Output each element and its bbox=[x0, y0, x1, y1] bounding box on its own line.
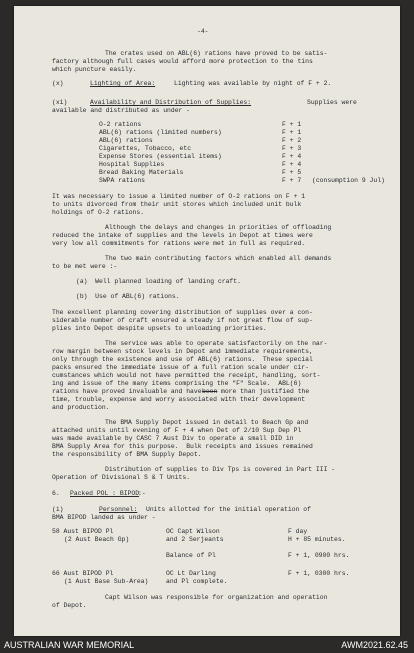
paragraph-line: and production. bbox=[52, 404, 110, 411]
supply-item: Hospital Supplies bbox=[99, 161, 165, 168]
supply-day: F + 3 bbox=[282, 145, 302, 152]
paragraph-line: Distribution of supplies to Div Tps is covered in Part III - bbox=[105, 466, 336, 473]
paragraph-line: The service was able to operate satisfactorily on the nar- bbox=[105, 340, 328, 347]
unit-time: F + 1, 0900 hrs. bbox=[288, 552, 350, 559]
section-heading: Packed POL : BIPOD bbox=[70, 490, 140, 497]
paragraph-line: Supplies were bbox=[307, 99, 357, 106]
supply-item: ABL(6) rations bbox=[99, 137, 153, 144]
paragraph-line: was made available by CASC 7 Aust Div to operate a small DID in bbox=[52, 435, 294, 442]
paragraph-line: plies into Depot despite upsets to unloading priorities. bbox=[52, 325, 267, 332]
unit-time: H + 85 minutes. bbox=[288, 536, 346, 543]
archive-reference: AWM2021.62.45 bbox=[341, 640, 408, 650]
paragraph-line: Operation of Divisional S & T Units. bbox=[52, 474, 191, 481]
section-heading: Lighting of Area: bbox=[90, 80, 156, 87]
paragraph-line: only through the existence and use of ABL(6) rations. These special bbox=[52, 356, 313, 363]
unit-time: F day bbox=[288, 528, 308, 535]
unit-name: 58 Aust BIPOD Pl bbox=[52, 528, 114, 535]
supply-note: (consumption 9 Jul) bbox=[312, 177, 385, 184]
paragraph-line: time, trouble, expense and worry associated with their development bbox=[52, 396, 306, 403]
archive-footer bbox=[0, 637, 414, 653]
supply-day: F + 4 bbox=[282, 153, 302, 160]
unit-time: F + 1, 0300 hrs. bbox=[288, 570, 350, 577]
list-item: (b) Use of ABL(6) rations. bbox=[76, 293, 180, 300]
paragraph-line: Although the delays and changes in priorities of offloading bbox=[105, 224, 332, 231]
paragraph-line: Lighting was available by night of F + 2. bbox=[174, 80, 332, 87]
paragraph-line: cumstances which would not have permitted the receipt, handling, sort- bbox=[52, 372, 321, 379]
unit-personnel: Balance of Pl bbox=[166, 552, 216, 559]
unit-personnel: and Pl complete. bbox=[166, 578, 228, 585]
paragraph-line: Capt Wilson was responsible for organization and operation bbox=[105, 594, 328, 601]
paragraph-line: attached units until evening of F + 4 when Det of 2/10 Sup Dep Pl bbox=[52, 427, 302, 434]
unit-sub: (1 Aust Base Sub-Area) bbox=[64, 578, 149, 585]
supply-item: O-2 rations bbox=[99, 121, 142, 128]
supply-day: F + 1 bbox=[282, 121, 302, 128]
paragraph-line: It was necessary to issue a limited number of O-2 rations on F + 1 bbox=[52, 193, 306, 200]
page-number: -4- bbox=[197, 28, 209, 35]
unit-personnel: and 2 Serjeants bbox=[166, 536, 224, 543]
section-number: (xi) bbox=[52, 99, 68, 106]
document-page bbox=[14, 6, 400, 636]
unit-personnel: OC Capt Wilson bbox=[166, 528, 220, 535]
paragraph-line: holdings of O-2 rations. bbox=[52, 209, 145, 216]
supply-day: F + 7 bbox=[282, 177, 302, 184]
supply-item: Expense Stores (essential items) bbox=[99, 153, 222, 160]
paragraph-line: reduced the intake of supplies and the levels in Depot at times were bbox=[52, 232, 313, 239]
paragraph-line: factory although full cases would afford more protection to the tins bbox=[52, 58, 313, 65]
supply-item: Cigarettes, Tobacco, etc bbox=[99, 145, 192, 152]
paragraph-line: The excellent planning covering distribution of supplies over a con- bbox=[52, 309, 313, 316]
supply-item: Bread Baking Materials bbox=[99, 169, 184, 176]
section-heading: Personnel: bbox=[99, 506, 138, 513]
unit-personnel: OC Lt Darling bbox=[166, 570, 216, 577]
section-heading-suffix: :- bbox=[138, 490, 146, 497]
list-item: (a) Well planned loading of landing craft. bbox=[76, 278, 241, 285]
paragraph-line: siderable number of craft ensured a steady if not great flow of sup- bbox=[52, 317, 313, 324]
paragraph-line: BMA Supply Area for this purpose. Bulk receipts and issues remained bbox=[52, 443, 313, 450]
paragraph-line: very low all commitments for rations were met in full as required. bbox=[52, 240, 306, 247]
paragraph-line: The crates used on ABL(6) rations have proved to be satis- bbox=[105, 50, 328, 57]
supply-day: F + 2 bbox=[282, 137, 302, 144]
paragraph-line: ing and issue of the many items comprising the "F" Scale. ABL(6) bbox=[52, 380, 302, 387]
supply-item: SWPA rations bbox=[99, 177, 146, 184]
paragraph-line: BMA BIPOD landed as under - bbox=[52, 514, 156, 521]
paragraph-line: The two main contributing factors which enabled all demands bbox=[105, 255, 332, 262]
struck-word: been bbox=[202, 388, 218, 395]
paragraph-line: more than justified the bbox=[221, 388, 310, 395]
paragraph-line: The BMA Supply Depot issued in detail to Beach Gp and bbox=[105, 419, 309, 426]
section-heading: Availability and Distribution of Supplies: bbox=[90, 99, 252, 106]
paragraph-line: available and distributed as under - bbox=[52, 107, 191, 114]
supply-item: ABL(6) rations (limited numbers) bbox=[99, 129, 222, 136]
unit-sub: (2 Aust Beach Gp) bbox=[64, 536, 130, 543]
supply-day: F + 4 bbox=[282, 161, 302, 168]
paragraph-line: which puncture easily. bbox=[52, 66, 137, 73]
section-number: 6. bbox=[52, 490, 60, 497]
section-number: (x) bbox=[52, 80, 64, 87]
supply-day: F + 1 bbox=[282, 129, 302, 136]
unit-name: 66 Aust BIPOD Pl bbox=[52, 570, 114, 577]
supply-day: F + 5 bbox=[282, 169, 302, 176]
paragraph-line: rations have proved invaluable and have bbox=[52, 388, 202, 395]
paragraph-line: row margin between stock levels in Depot and immediate requirements, bbox=[52, 348, 313, 355]
section-number: (i) bbox=[52, 506, 64, 513]
paragraph-line: the responsibility of BMA Supply Depot. bbox=[52, 451, 202, 458]
paragraph-line: to units divorced from their unit stores which included unit bulk bbox=[52, 201, 302, 208]
paragraph-line: to be met were :- bbox=[52, 263, 118, 270]
paragraph-line: packs ensured the immediate issue of a full ration scale under cir- bbox=[52, 364, 309, 371]
paragraph-line: of Depot. bbox=[52, 602, 87, 609]
paragraph-line: Units allotted for the initial operation of bbox=[146, 506, 311, 513]
archive-source: AUSTRALIAN WAR MEMORIAL bbox=[4, 640, 135, 650]
